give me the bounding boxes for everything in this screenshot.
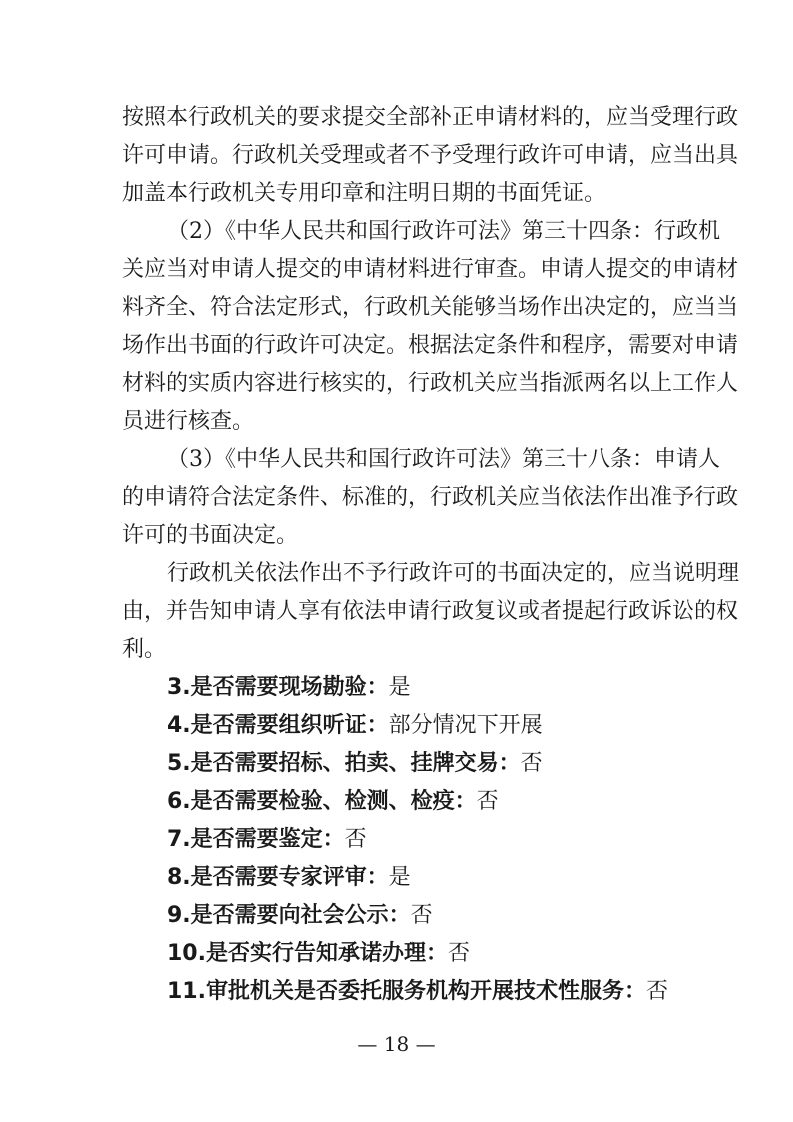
body-line: 关应当对申请人提交的申请材料进行审查。申请人提交的申请材: [122, 257, 739, 282]
checklist-item: [167, 827, 367, 853]
body-line: （3）《中华人民共和国行政许可法》第三十八条：申请人: [167, 447, 720, 472]
item-label: 5.是否需要招标、拍卖、挂牌交易：: [167, 751, 521, 776]
body-line: 行政机关依法作出不予行政许可的书面决定的，应当说明理: [167, 561, 740, 586]
body-line: 按照本行政机关的要求提交全部补正申请材料的，应当受理行政: [122, 105, 739, 130]
body-line: 由，并告知申请人享有依法申请行政复议或者提起行政诉讼的权: [122, 599, 739, 624]
checklist-item: [167, 789, 499, 815]
page-number: — 18 —: [357, 1032, 436, 1056]
checklist-item: [167, 941, 470, 967]
item-value: 是: [388, 675, 411, 700]
item-value: 部分情况下开展: [388, 713, 543, 738]
item-label: 9.是否需要向社会公示：: [167, 903, 411, 928]
item-value: 否: [476, 789, 499, 814]
body-line: 材料的实质内容进行核实的，行政机关应当指派两名以上工作人: [122, 371, 739, 396]
item-value: 否: [645, 979, 668, 1004]
body-line: 许可申请。行政机关受理或者不予受理行政许可申请，应当出具: [122, 143, 739, 168]
body-line: 的申请符合法定条件、标准的，行政机关应当依法作出准予行政: [122, 485, 739, 510]
item-label: 7.是否需要鉴定：: [167, 827, 345, 852]
body-line: 利。: [122, 637, 167, 662]
item-label: 4.是否需要组织听证：: [167, 713, 389, 738]
item-label: 3.是否需要现场勘验：: [167, 675, 389, 700]
item-value: 否: [447, 941, 470, 966]
checklist-item: [167, 751, 543, 777]
body-line: 员进行核查。: [122, 409, 255, 434]
item-label: 6.是否需要检验、检测、检疫：: [167, 789, 477, 814]
body-line: 场作出书面的行政许可决定。根据法定条件和程序，需要对申请: [122, 333, 739, 358]
body-line: 料齐全、符合法定形式，行政机关能够当场作出决定的，应当当: [122, 295, 739, 320]
item-label: 11.审批机关是否委托服务机构开展技术性服务：: [167, 979, 646, 1004]
checklist-item: [167, 903, 433, 929]
body-line: （2）《中华人民共和国行政许可法》第三十四条：行政机: [167, 219, 720, 244]
body-line: 加盖本行政机关专用印章和注明日期的书面凭证。: [122, 181, 607, 206]
checklist-item: [167, 979, 668, 1005]
checklist-item: [167, 865, 411, 891]
item-label: 8.是否需要专家评审：: [167, 865, 389, 890]
checklist-item: [167, 713, 543, 739]
item-value: 否: [410, 903, 433, 928]
item-value: 否: [344, 827, 367, 852]
item-value: 是: [388, 865, 411, 890]
item-label: 10.是否实行告知承诺办理：: [167, 941, 448, 966]
item-value: 否: [520, 751, 543, 776]
body-line: 许可的书面决定。: [122, 523, 299, 548]
checklist-item: [167, 675, 411, 701]
